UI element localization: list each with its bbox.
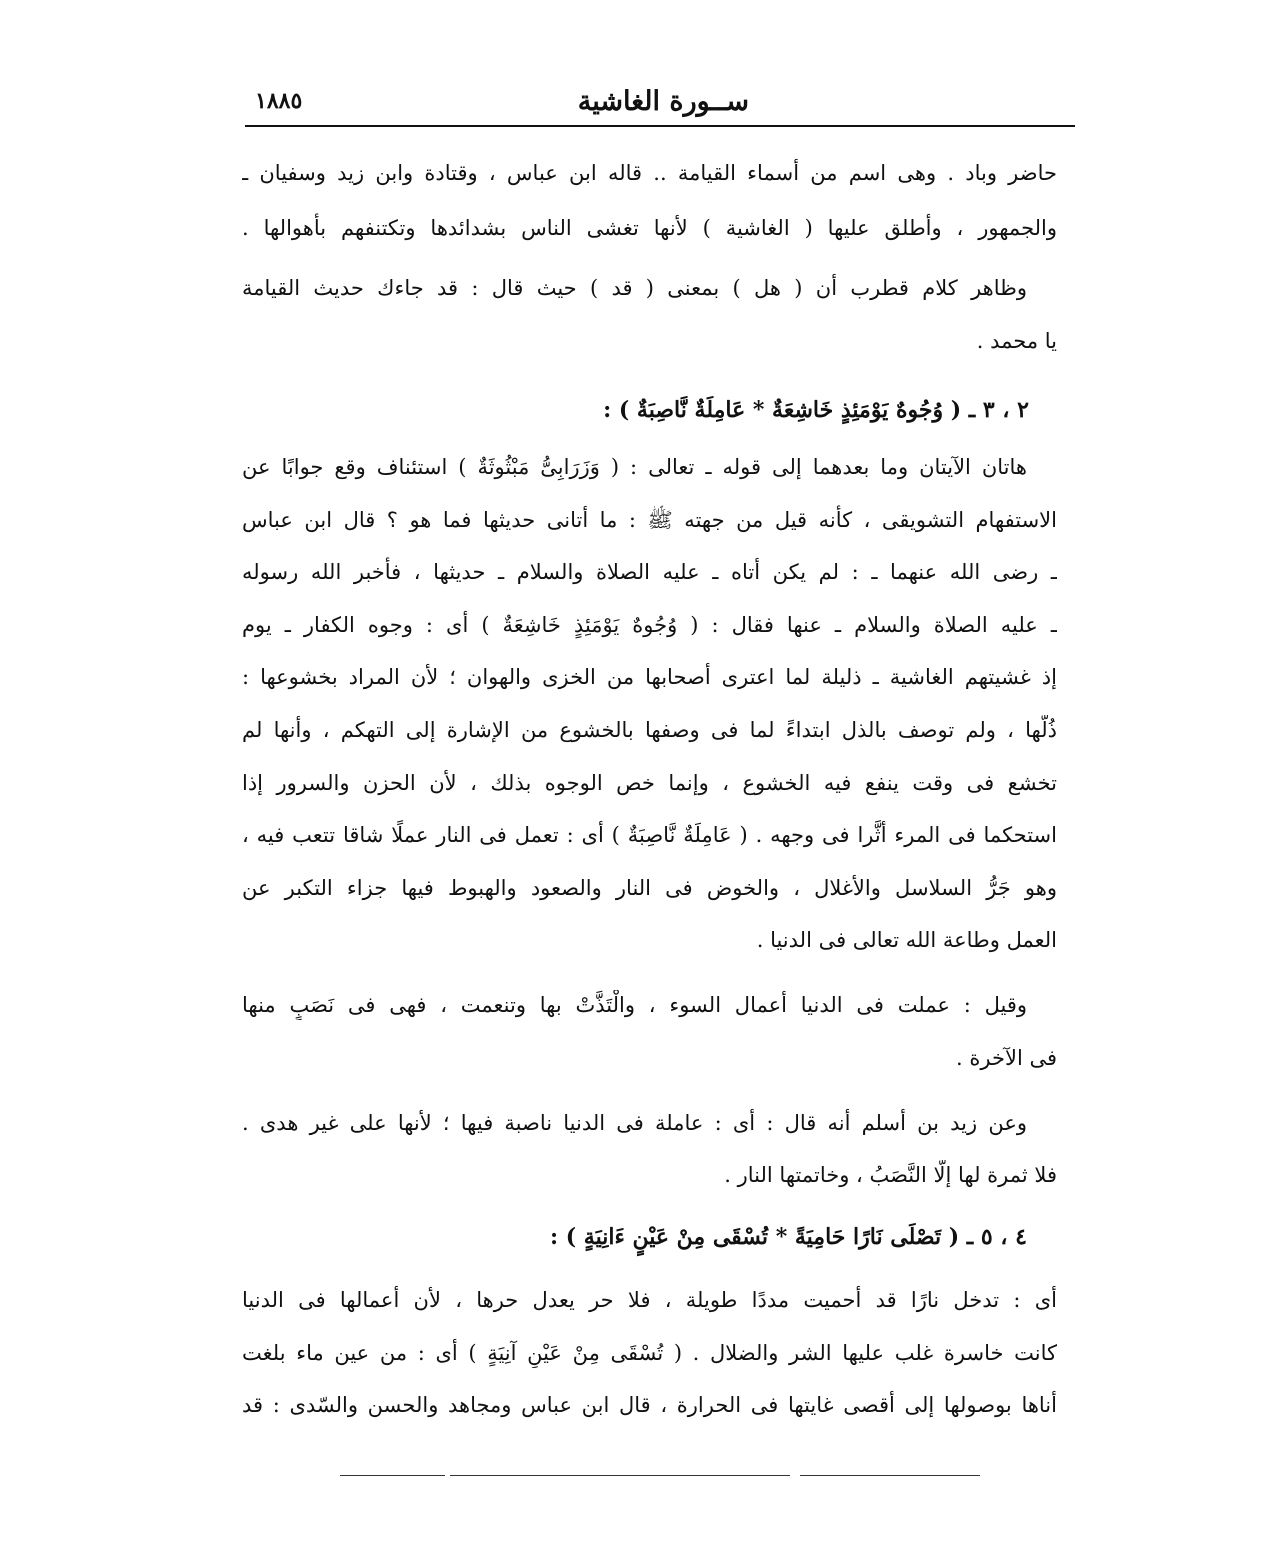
- text-line: هاتان الآيتان وما بعدهما إلى قوله ـ تعالى : ( وَزَرَابِىُّ مَبْثُوثَةٌ ) استئناف وقع جوابًا عن: [242, 455, 1027, 479]
- text-line: فى الآخرة .: [956, 1046, 1057, 1070]
- text-line: تخشع فى وقت ينفع فيه الخشوع ، وإنما خص الوجوه بذلك ، لأن الحزن والسرور إذا: [242, 771, 1057, 795]
- verse-heading: ٤ ، ٥ ـ ( تَصْلَى نَارًا حَامِيَةً * تُسْقَى مِنْ عَيْنٍ ءَانِيَةٍ ) :: [549, 1224, 1027, 1250]
- text-line: وقيل : عملت فى الدنيا أعمال السوء ، والْتَذَّتْ بها وتنعمت ، فهى فى نَصَبٍ منها: [242, 993, 1027, 1017]
- text-line: ـ عليه الصلاة والسلام ـ عنها فقال : ( وُجُوهٌ يَوْمَئِذٍ خَاشِعَةٌ ) أى : وجوه الكفار ـ يوم: [242, 613, 1057, 637]
- footer-rule: [340, 1475, 445, 1476]
- page-header: [245, 84, 1075, 124]
- text-line: ـ رضى الله عنهما ـ : لم يكن أتاه ـ عليه الصلاة والسلام ـ حديثها ، فأخبر الله رسوله: [242, 560, 1057, 584]
- text-line: أى : تدخل نارًا قد أحميت مددًا طويلة ، فلا حر يعدل حرها ، لأن أعمالها فى الدنيا: [242, 1288, 1057, 1312]
- text-line: إذ غشيتهم الغاشية ـ ذليلة لما اعترى أصحابها من الخزى والهوان ؛ لأن المراد بخشوعها :: [242, 665, 1057, 689]
- text-line: يا محمد .: [976, 329, 1057, 353]
- text-line: والجمهور ، وأطلق عليها ( الغاشية ) لأنها تغشى الناس بشدائدها وتكتنفهم بأهوالها .: [242, 216, 1057, 240]
- header-rule: [245, 125, 1075, 127]
- text-line: فلا ثمرة لها إلّا النَّصَبُ ، وخاتمتها النار .: [724, 1163, 1057, 1187]
- text-line: أناها بوصولها إلى أقصى غايتها فى الحرارة ، قال ابن عباس ومجاهد والحسن والسّدى : قد: [242, 1393, 1057, 1417]
- verse-heading: ٢ ، ٣ ـ ( وُجُوهٌ يَوْمَئِذٍ خَاشِعَةٌ * عَامِلَةٌ نَّاصِبَةٌ ) :: [603, 397, 1029, 423]
- text-line: استحكما فى المرء أثَّرا فى وجهه . ( عَامِلَةٌ نَّاصِبَةٌ ) أى : تعمل فى النار عملًا شاقا تتعب فيه ،: [242, 823, 1057, 847]
- text-line: حاضر وباد . وهى اسم من أسماء القيامة .. قاله ابن عباس ، وقتادة وابن زيد وسفيان ـ: [242, 161, 1057, 185]
- page-number: ١٨٨٥: [255, 88, 303, 114]
- text-line: ذُلُّها ، ولم توصف بالذل ابتداءً لما فى وصفها بالخشوع من الإشارة إلى التهكم ، وأنها لم: [242, 718, 1057, 742]
- text-line: العمل وطاعة الله تعالى فى الدنيا .: [756, 928, 1057, 952]
- footer-rule: [450, 1475, 790, 1476]
- surah-title: ســورة الغاشية: [577, 86, 749, 117]
- text-line: وهو جَرُّ السلاسل والأغلال ، والخوض فى النار والصعود والهبوط فيها جزاء التكبر عن: [242, 876, 1057, 900]
- text-line: وظاهر كلام قطرب أن ( هل ) بمعنى ( قد ) حيث قال : قد جاءك حديث القيامة: [242, 276, 1027, 300]
- text-line: كانت خاسرة غلب عليها الشر والضلال . ( تُسْقَى مِنْ عَيْنٍ آنِيَةٍ ) أى : من عين ماء بلغت: [242, 1341, 1057, 1365]
- text-line: الاستفهام التشويقى ، كأنه قيل من جهته ﷺ : ما أتانى حديثها فما هو ؟ قال ابن عباس: [242, 508, 1057, 532]
- text-line: وعن زيد بن أسلم أنه قال : أى : عاملة فى الدنيا ناصبة فيها ؛ لأنها على غير هدى .: [242, 1111, 1027, 1135]
- footer-rule: [800, 1475, 980, 1476]
